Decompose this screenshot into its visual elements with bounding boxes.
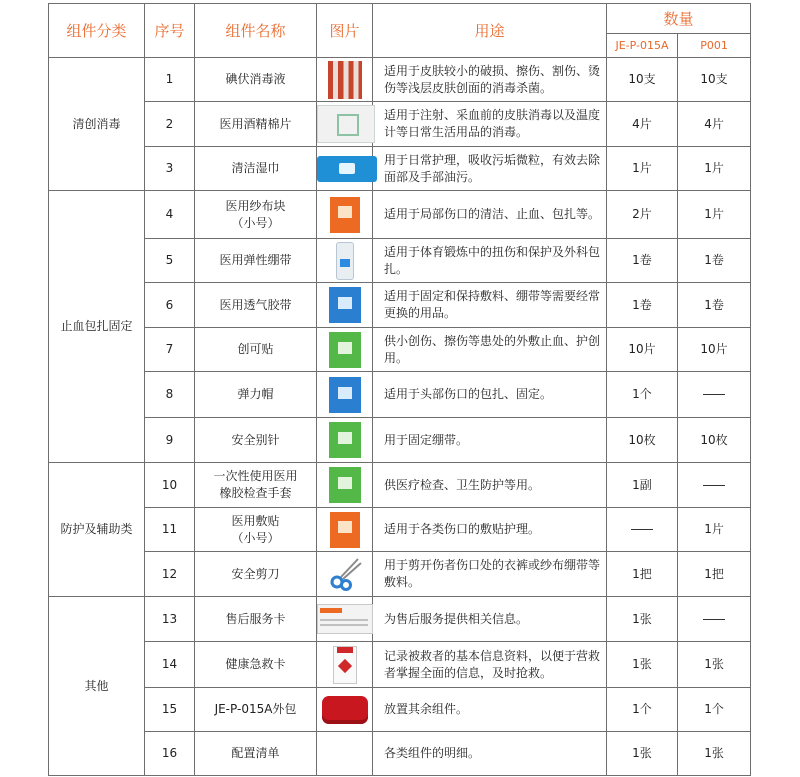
row-index: 2 xyxy=(145,102,195,147)
component-name-line: 医用弹性绷带 xyxy=(219,253,292,267)
quantity-model-b: 1卷 xyxy=(678,239,751,283)
table-body xyxy=(49,58,751,776)
quantity-model-b xyxy=(678,372,751,418)
table-row xyxy=(49,328,751,372)
table-row xyxy=(49,597,751,642)
category-cell: 其他 xyxy=(49,597,145,776)
component-name xyxy=(195,239,317,283)
quantity-model-a: 1个 xyxy=(607,372,678,418)
component-image-cell xyxy=(317,552,373,597)
blue-packet-icon xyxy=(329,287,361,323)
quantity-model-b: 1个 xyxy=(678,688,751,732)
component-usage: 放置其余组件。 xyxy=(373,688,607,732)
quantity-model-a: 1张 xyxy=(607,597,678,642)
quantity-model-a: 10支 xyxy=(607,58,678,102)
header-name: 组件名称 xyxy=(195,4,317,58)
component-name-note: （小号） xyxy=(231,215,280,230)
table-row xyxy=(49,508,751,552)
component-image-cell xyxy=(317,688,373,732)
quantity-model-a: 2片 xyxy=(607,191,678,239)
component-name xyxy=(195,102,317,147)
row-index: 6 xyxy=(145,283,195,328)
wet-wipe-icon xyxy=(317,156,377,182)
not-included-dash xyxy=(703,394,725,395)
component-name-note: 橡胶检查手套 xyxy=(219,486,292,500)
row-index: 8 xyxy=(145,372,195,418)
row-index: 7 xyxy=(145,328,195,372)
quantity-model-b: 1片 xyxy=(678,191,751,239)
header-quantity: 数量 xyxy=(607,4,751,34)
component-name-line: 安全剪刀 xyxy=(231,566,280,581)
component-name xyxy=(195,418,317,463)
header-usage: 用途 xyxy=(373,4,607,58)
iodine-swab-box-icon xyxy=(328,61,362,99)
table-row xyxy=(49,102,751,147)
component-name-line: JE-P-015A外包 xyxy=(214,702,297,716)
component-name-line: 配置清单 xyxy=(231,746,280,760)
row-index: 5 xyxy=(145,239,195,283)
table-row xyxy=(49,147,751,191)
component-image-cell xyxy=(317,58,373,102)
table-row xyxy=(49,372,751,418)
component-image-cell xyxy=(317,239,373,283)
table-row xyxy=(49,642,751,688)
component-name xyxy=(195,191,317,239)
category-cell: 清创消毒 xyxy=(49,58,145,191)
quantity-model-a xyxy=(607,508,678,552)
table-row xyxy=(49,239,751,283)
component-usage: 用于固定绷带。 xyxy=(373,418,607,463)
component-image-cell xyxy=(317,642,373,688)
component-name xyxy=(195,372,317,418)
component-name xyxy=(195,508,317,552)
component-image-cell xyxy=(317,147,373,191)
quantity-model-b xyxy=(678,597,751,642)
component-name-line: 碘伏消毒液 xyxy=(225,72,286,86)
quantity-model-a: 1副 xyxy=(607,463,678,508)
not-included-dash xyxy=(631,529,653,530)
component-image-cell xyxy=(317,328,373,372)
component-name-line: 安全别针 xyxy=(231,432,280,447)
component-name-line: 医用纱布块 xyxy=(225,198,286,213)
component-name xyxy=(195,147,317,191)
scissors-icon xyxy=(328,557,362,591)
component-name-line: 创可贴 xyxy=(237,342,274,356)
component-image-cell xyxy=(317,463,373,508)
component-usage: 适用于皮肤较小的破损、擦伤、割伤、烫伤等浅层皮肤创面的消毒杀菌。 xyxy=(373,58,607,102)
component-image-cell xyxy=(317,283,373,328)
component-name xyxy=(195,552,317,597)
component-usage: 适用于头部伤口的包扎、固定。 xyxy=(373,372,607,418)
header-model-a: JE-P-015A xyxy=(607,34,678,58)
component-usage: 为售后服务提供相关信息。 xyxy=(373,597,607,642)
component-name xyxy=(195,283,317,328)
table-row xyxy=(49,552,751,597)
row-index: 15 xyxy=(145,688,195,732)
quantity-model-a: 1片 xyxy=(607,147,678,191)
quantity-model-b: 4片 xyxy=(678,102,751,147)
not-included-dash xyxy=(703,485,725,486)
component-image-cell xyxy=(317,418,373,463)
quantity-model-a: 4片 xyxy=(607,102,678,147)
quantity-model-b: 1张 xyxy=(678,732,751,776)
component-name-line: 健康急救卡 xyxy=(225,657,286,671)
component-name-line: 医用透气胶带 xyxy=(219,297,292,312)
component-name-line: 医用酒精棉片 xyxy=(219,116,292,131)
component-usage: 供医疗检查、卫生防护等用。 xyxy=(373,463,607,508)
table-row xyxy=(49,688,751,732)
row-index: 16 xyxy=(145,732,195,776)
category-cell: 防护及辅助类 xyxy=(49,463,145,597)
quantity-model-a: 1卷 xyxy=(607,239,678,283)
component-usage: 供小创伤、擦伤等患处的外敷止血、护创用。 xyxy=(373,328,607,372)
table-row xyxy=(49,732,751,776)
quantity-model-b xyxy=(678,463,751,508)
component-name-line: 医用敷贴 xyxy=(231,513,280,528)
quantity-model-a: 1张 xyxy=(607,732,678,776)
green-packet-icon xyxy=(329,422,361,458)
component-usage: 适用于体育锻炼中的扭伤和保护及外科包扎。 xyxy=(373,239,607,283)
component-usage: 用于日常护理，吸收污垢微粒，有效去除面部及手部油污。 xyxy=(373,147,607,191)
orange-packet-icon xyxy=(330,512,360,548)
row-index: 12 xyxy=(145,552,195,597)
alcohol-pad-icon xyxy=(317,105,375,143)
component-name-line: 弹力帽 xyxy=(237,387,274,401)
component-image-cell xyxy=(317,102,373,147)
quantity-model-a: 1张 xyxy=(607,642,678,688)
table-row xyxy=(49,418,751,463)
component-usage: 各类组件的明细。 xyxy=(373,732,607,776)
quantity-model-b: 10枚 xyxy=(678,418,751,463)
header-index: 序号 xyxy=(145,4,195,58)
header-image: 图片 xyxy=(317,4,373,58)
component-name xyxy=(195,732,317,776)
row-index: 1 xyxy=(145,58,195,102)
orange-packet-icon xyxy=(330,197,360,233)
quantity-model-b: 10支 xyxy=(678,58,751,102)
component-image-cell xyxy=(317,191,373,239)
category-cell: 止血包扎固定 xyxy=(49,191,145,463)
header-category: 组件分类 xyxy=(49,4,145,58)
component-name xyxy=(195,328,317,372)
quantity-model-a: 10片 xyxy=(607,328,678,372)
row-index: 3 xyxy=(145,147,195,191)
component-name-line: 售后服务卡 xyxy=(225,611,286,626)
component-image-cell xyxy=(317,732,373,776)
quantity-model-a: 10枚 xyxy=(607,418,678,463)
row-index: 10 xyxy=(145,463,195,508)
not-included-dash xyxy=(703,619,725,620)
component-name xyxy=(195,463,317,508)
quantity-model-b: 1片 xyxy=(678,147,751,191)
component-usage: 适用于固定和保持敷料、绷带等需要经常更换的用品。 xyxy=(373,283,607,328)
row-index: 14 xyxy=(145,642,195,688)
component-usage: 适用于各类伤口的敷贴护理。 xyxy=(373,508,607,552)
quantity-model-a: 1把 xyxy=(607,552,678,597)
quantity-model-b: 1把 xyxy=(678,552,751,597)
component-name xyxy=(195,642,317,688)
component-name-line: 一次性使用医用 xyxy=(213,469,298,483)
component-image-cell xyxy=(317,508,373,552)
component-image-cell xyxy=(317,372,373,418)
row-index: 4 xyxy=(145,191,195,239)
component-name-line: 清洁湿巾 xyxy=(231,161,280,175)
component-name xyxy=(195,597,317,642)
component-name xyxy=(195,688,317,732)
table-row xyxy=(49,283,751,328)
green-packet-icon xyxy=(329,467,361,503)
component-usage: 适用于注射、采血前的皮肤消毒以及温度计等日常生活用品的消毒。 xyxy=(373,102,607,147)
quantity-model-b: 1张 xyxy=(678,642,751,688)
elastic-bandage-icon xyxy=(336,242,354,280)
component-image-cell xyxy=(317,597,373,642)
component-table xyxy=(48,3,751,776)
row-index: 13 xyxy=(145,597,195,642)
table-row xyxy=(49,463,751,508)
blue-packet-icon xyxy=(329,377,361,413)
quantity-model-b: 1片 xyxy=(678,508,751,552)
quantity-model-b: 10片 xyxy=(678,328,751,372)
quantity-model-a: 1卷 xyxy=(607,283,678,328)
component-name-note: （小号） xyxy=(231,530,280,545)
quantity-model-b: 1卷 xyxy=(678,283,751,328)
component-name xyxy=(195,58,317,102)
table-row xyxy=(49,58,751,102)
row-index: 11 xyxy=(145,508,195,552)
table-row xyxy=(49,191,751,239)
component-usage: 适用于局部伤口的清洁、止血、包扎等。 xyxy=(373,191,607,239)
green-packet-icon xyxy=(329,332,361,368)
component-usage: 用于剪开伤者伤口处的衣裤或纱布绷带等敷料。 xyxy=(373,552,607,597)
red-case-icon xyxy=(322,696,368,724)
service-card-icon xyxy=(317,604,373,634)
component-usage: 记录被救者的基本信息资料，以便于营救者掌握全面的信息，及时抢救。 xyxy=(373,642,607,688)
row-index: 9 xyxy=(145,418,195,463)
quantity-model-a: 1个 xyxy=(607,688,678,732)
first-aid-card-icon xyxy=(333,646,357,684)
header-model-b: P001 xyxy=(678,34,751,58)
